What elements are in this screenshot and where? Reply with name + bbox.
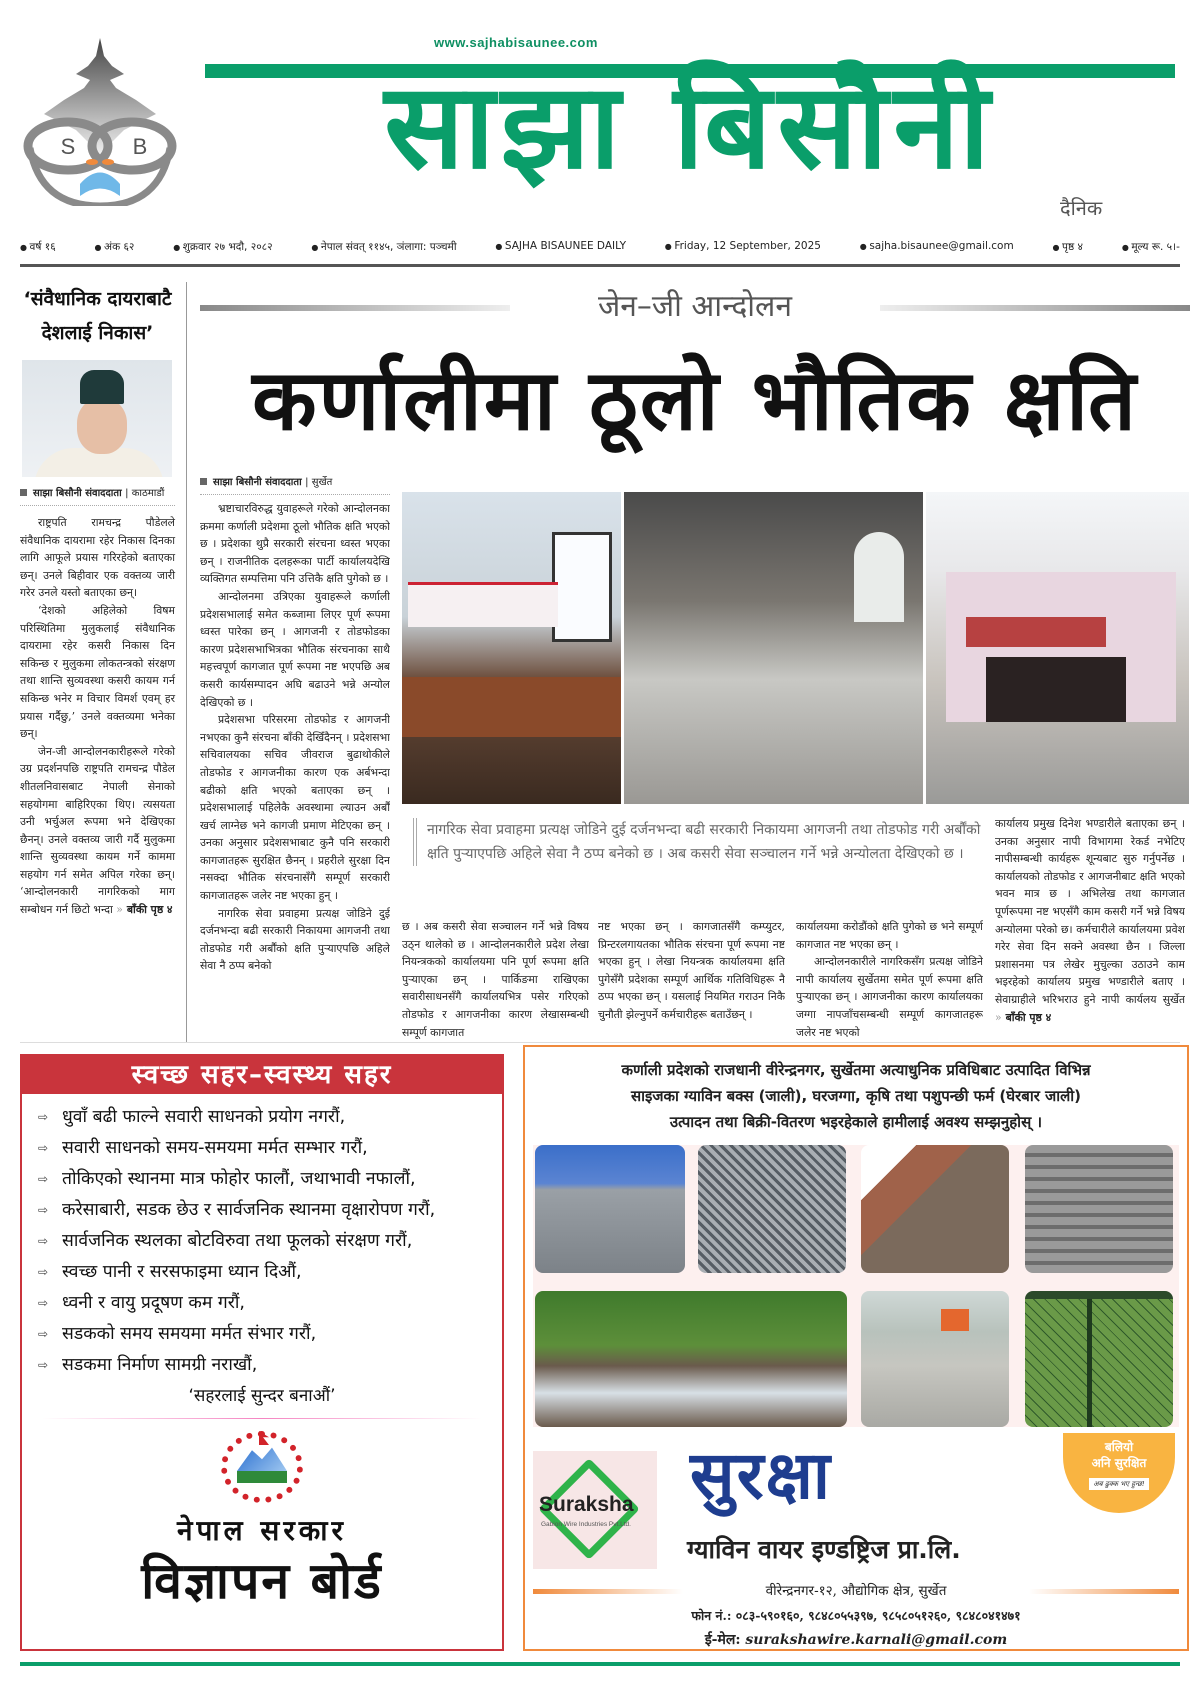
- info-paper-name: ● SAJHA BISAUNEE DAILY: [495, 240, 626, 262]
- email-address[interactable]: surakshawire.karnali@gmail.com: [745, 1632, 1008, 1648]
- pull-quote: नागरिक सेवा प्रवाहमा प्रत्यक्ष जोडिने दुई दर्जनभन्दा बढी सरकारी निकायमा आगजनी तथा तोडफोड गरी अर्बौंको क्षति पुऱ्याएपछि अहिले सेवा नै ठप्प बनेको छ । अब कसरी सेवा सञ्चालन गर्ने भन्ने अन्योलता देखिएको छ ।: [413, 818, 983, 866]
- byline-place: | काठमाडौं: [125, 488, 165, 499]
- ad-right-phone[interactable]: फोन नं.: ०८३-५९०१६०, ९८४८०५५३९७, ९८५८०५१२६०, ९८४८०४१४७१: [691, 1608, 1021, 1623]
- info-email[interactable]: ● sajha.bisaunee@gmail.com: [860, 240, 1014, 262]
- photo-gabion-riverbank: [861, 1291, 1009, 1427]
- left-story-byline: [20, 477, 175, 506]
- badge-line-1: बलियो: [1104, 1440, 1134, 1454]
- ad-right-address: वीरेन्द्रनगर-१२, औद्योगिक क्षेत्र, सुर्खेत: [525, 1581, 1187, 1599]
- suraksha-logo-subtitle: Gabion Wire Industries Pvt.Ltd.: [541, 1521, 631, 1528]
- gabion-photo-grid: [533, 1145, 1179, 1427]
- arrow-right-icon: ⇨: [38, 1265, 49, 1279]
- email-label: ई-मेल:: [704, 1632, 741, 1648]
- ad-left-title: स्वच्छ सहर–स्वस्थ्य सहर: [22, 1056, 502, 1094]
- daily-label: दैनिक: [1060, 196, 1103, 220]
- chevron-double-right-icon: »: [116, 903, 123, 917]
- ad-left-item: [38, 1288, 486, 1319]
- main-story-column-5: [995, 815, 1185, 1040]
- chevron-double-right-icon: »: [995, 1010, 1002, 1024]
- photo-burned-office: [402, 492, 621, 804]
- info-strip: [20, 240, 1180, 262]
- ad-left-item: [38, 1102, 486, 1133]
- ad-left-item: [38, 1195, 486, 1226]
- photo-burned-staircase: [624, 492, 923, 804]
- nepal-emblem-icon: [221, 1431, 303, 1503]
- main-story-paragraph: कार्यालयमा करोडौंको क्षति पुगेको छ भने सम्पूर्ण कागजात नष्ट भएका छन् ।: [796, 920, 983, 951]
- arrow-right-icon: ⇨: [38, 1234, 49, 1248]
- info-page: ● पृष्ठ ४: [1053, 240, 1083, 262]
- left-story-paragraph: राष्ट्रपति रामचन्द्र पौडेलले संवैधानिक दायरामा रहेर निकास दिनका लागि आफूले प्रयास गरिरहेको बताएका छन्। उनले बिहीवार एक वक्तव्य जारी गरेर उनले यस्तो बताएका छन्।: [20, 516, 175, 600]
- info-nepal-sambat: ● नेपाल संवत् ११४५, ञंलागा: पञ्चमी: [311, 240, 456, 262]
- photo-gabion-retaining-wall: [1025, 1145, 1173, 1273]
- photo-chain-link-fence: [1025, 1291, 1173, 1427]
- ad-left-government: नेपाल सरकार: [176, 1514, 348, 1547]
- left-story-body: [20, 506, 175, 919]
- suraksha-advertisement: [523, 1045, 1189, 1651]
- left-story-headline[interactable]: ‘संवैधानिक दायराबाटै देशलाई निकास’: [23, 288, 172, 344]
- continued-link[interactable]: [995, 1011, 1051, 1024]
- ad-left-item-text: तोकिएको स्थानमा मात्र फोहोर फालौं, जथाभावी नफालौं,: [62, 1169, 416, 1189]
- info-issue: ● अंक ६२: [95, 240, 135, 262]
- arrow-right-icon: ⇨: [38, 1358, 49, 1372]
- continued-label: बाँकी पृष्ठ ४: [1005, 1010, 1052, 1024]
- arrow-right-icon: ⇨: [38, 1110, 49, 1124]
- main-story-byline: [200, 466, 390, 495]
- ad-left-item-text: सवारी साधनको समय-समयमा मर्मत सम्भार गरौं,: [62, 1138, 368, 1158]
- photo-burned-building: [926, 492, 1189, 804]
- masthead-title: [205, 58, 1185, 194]
- ad-left-item-text: करेसाबारी, सडक छेउ र सार्वजनिक स्थानमा वृक्षारोपण गरौं,: [62, 1200, 436, 1220]
- photo-gabion-stone-wall: [861, 1145, 1009, 1273]
- main-story-paragraph: आन्दोलनमा उत्रिएका युवाहरूले कर्णाली प्रदेशसभालाई समेत कब्जामा लिएर पूर्ण रूपमा ध्वस्त पारेका छन् । आगजनी र तोडफोडका कारण प्रदेशसभाभित्रका भौतिक संरचनाका साथै महत्त्वपूर्ण कागजात पूर्ण रूपमा नष्ट भएपछि अब कसरी कार्यसम्पादन अघि बढाउने भन्ने अन्योल देखिएको छ ।: [200, 589, 390, 709]
- main-story-paragraph: नागरिक सेवा प्रवाहमा प्रत्यक्ष जोडिने दुई दर्जनभन्दा बढी सरकारी निकायमा आगजनी तथा तोडफोड गरी अर्बौंको क्षति पुऱ्याएपछि अहिले सेवा नै ठप्प बनेको: [200, 906, 390, 973]
- ad-left-slogan: ‘सहरलाई सुन्दर बनाऔं’: [188, 1386, 336, 1406]
- footer-divider: [20, 1662, 1180, 1666]
- arrow-right-icon: ⇨: [38, 1327, 49, 1341]
- photo-gabion-stack: [535, 1145, 685, 1273]
- ad-left-item-text: सडकको समय समयमा मर्मत संभार गरौं,: [62, 1324, 317, 1344]
- main-story-paragraph: कार्यालय प्रमुख दिनेश भण्डारीले बताएका छन् । उनका अनुसार नापी विभागमा रेकर्ड नभेटिए नापीसम्बन्धी कार्यहरू शून्यबाट सुरु गर्नुपर्नेछ । कार्यालयको तोडफोड र आगजनीबाट क्षति भएको भवन मात्र छ । अभिलेख तथा कागजात पूर्णरूपमा नष्ट भएसँगै काम कसरी गर्ने भन्ने विषय अन्योलमा परेको छ। कर्मचारीले कार्यालयमा प्रवेश गरेर सेवा दिन सक्ने अवस्था छैन । जिल्ला प्रशासनमा पत्र लेखेर मुचुल्का उठाउने काम भइरहेको कार्यालय प्रमुख भण्डारीले बताए । सेवाग्राहीले भरिभराउ हुने नापी कार्यलय सुर्खेत: [995, 817, 1185, 1006]
- left-story-paragraph: ‘देशको अहिलेको विषम परिस्थितिमा मुलुकलाई संवैधानिक दायरामा रहेर कसरी निकास दिन सकिन्छ र मुलुकमा लोकतन्त्रको संरक्षण तथा शान्ति सुव्यवस्था कसरी कायम गर्न सकिन्छ भनेर म विचार विमर्श एवम् हर प्रयास गर्दैछु,’ उनले वक्तव्यमा भनेका छन्।: [20, 603, 175, 741]
- clean-city-advertisement: [20, 1054, 504, 1651]
- arrow-right-icon: ⇨: [38, 1172, 49, 1186]
- main-story-paragraph: प्रदेशसभा परिसरमा तोडफोड र आगजनी नभएका कुनै संरचना बाँकी देखिँदैनन् । प्रदेशसभा सचिवालयका सचिव जीवराज बुढाथोकीले तोडफोड र आगजनीका कारण एक अर्बभन्दा बढीको क्षति भएको बताएका छन् । प्रदेशसभालाई पहिलेकै अवस्थामा ल्याउन अर्बौं खर्च लाग्नेछ भने कागजी प्रमाण मेटिएका छन् । उनका अनुसार प्रदेशसभाबाट कुनै पनि सरकारी कागजातहरू सुरक्षित छैनन् । प्रहरीले सुरक्षा दिन नसक्दा भौतिक संरचनासँगै सम्पूर्ण सरकारी कागजातहरू जलेर नष्ट भएका हुन् ।: [200, 713, 390, 903]
- ad-left-item: [38, 1133, 486, 1164]
- column-divider: [186, 282, 187, 1042]
- ad-right-email: [525, 1630, 1187, 1649]
- ad-left-board: विज्ञापन बोर्ड: [141, 1552, 383, 1610]
- ad-left-item: [38, 1319, 486, 1350]
- byline-square-icon: [200, 478, 207, 485]
- main-story-column-4: [796, 918, 983, 1040]
- info-price: ● मूल्य रू. ५।-: [1122, 240, 1180, 262]
- ad-right-brand: [525, 1439, 1187, 1575]
- byline-source: साझा बिसौनी संवाददाता: [213, 477, 302, 488]
- main-story-paragraph: आन्दोलनकारीले नागरिकसँग प्रत्यक्ष जोडिने नापी कार्यालय सुर्खेतमा समेत पूर्ण रूपमा क्षति पुऱ्याएका छन् । आगजनीका कारण कार्यालयका जग्गा नापजाँचसम्बन्धी सम्पूर्ण कागजातहरू जलेर नष्ट भएको: [796, 955, 983, 1039]
- continued-link[interactable]: [116, 903, 172, 916]
- strength-badge: [1063, 1433, 1175, 1513]
- info-date-nepali: ● शुक्रवार २७ भदौ, २०८२: [173, 240, 272, 262]
- section-divider: [20, 1042, 1180, 1043]
- ad-left-item: [38, 1164, 486, 1195]
- ad-left-item-text: स्वच्छ पानी र सरसफाइमा ध्यान दिऔं,: [62, 1262, 302, 1282]
- ad-left-item: [38, 1226, 486, 1257]
- ad-left-divider: [42, 1418, 482, 1419]
- left-story-paragraph: जेन-जी आन्दोलनकारीहरूले गरेको उग्र प्रदर्शनपछि राष्ट्रपति रामचन्द्र पौडेल शीतलनिवासबाट नेपाली सेनाको सहयोगमा बाहिरिएका थिए। त्यसयता उनी भर्चुअल रूपमा भने देखिएका छैनन्। उनले वक्तव्य जारी गर्दै मुलुकमा शान्ति सुव्यवस्था कायम गर्ने काममा सहयोग गर्न समेत अपिल गरेका छन्। ‘आन्दोलनकारी नागरिकको माग सम्बोधन गर्न छिटो भन्दा: [20, 744, 175, 917]
- ad-left-item-text: धुवाँ बढी फाल्ने सवारी साधनको प्रयोग नगरौं,: [62, 1107, 346, 1127]
- ad-left-item-text: ध्वनी र वायु प्रदूषण कम गरौं,: [62, 1293, 245, 1313]
- suraksha-logo-word: Suraksha: [539, 1493, 634, 1516]
- main-headline[interactable]: कर्णालीमा ठूलो भौतिक क्षति: [252, 351, 1138, 449]
- continued-label: बाँकी पृष्ठ ४: [126, 903, 173, 917]
- byline-source: साझा बिसौनी संवाददाता: [33, 488, 122, 499]
- kicker-text: जेन–जी आन्दोलन: [597, 289, 793, 324]
- header-divider: [20, 264, 1180, 267]
- arrow-right-icon: ⇨: [38, 1203, 49, 1217]
- ad-left-item-text: सडकमा निर्माण सामग्री नराखौं,: [62, 1355, 258, 1375]
- masthead-title-text: साझा बिसौनी: [384, 57, 996, 195]
- byline-place: | सुर्खेत: [305, 477, 333, 488]
- arrow-right-icon: ⇨: [38, 1141, 49, 1155]
- main-story-column-3: नष्ट भएका छन् । कागजातसँगै कम्प्युटर, प्रिन्टरलगायतका भौतिक संरचना पूर्ण रूपमा नष्ट भएका हुन् । लेखा नियन्त्रक कार्यालयमा क्षति पुगेसँगै प्रदेशका सम्पूर्ण आर्थिक गतिविधिहरू नै ठप्प भएका छन् । यसलाई नियमित गराउन निकै चुनौती झेल्नुपर्ने कर्मचारीहरू बताउँछन् ।: [598, 920, 785, 1021]
- logo-letter-s: S: [60, 134, 76, 159]
- damage-photo-strip: [402, 492, 1189, 804]
- main-story-column-2: छ । अब कसरी सेवा सञ्चालन गर्ने भन्ने विषय उठ्न थालेको छ । आन्दोलनकारीले प्रदेश लेखा नियन्त्रकको कार्यालयमा पनि पूर्ण रूपमा क्षति पुऱ्याएका छन् । पार्किङमा राखिएका सवारीसाधनसँगै कार्यालयभित्र पसेर गरिएको तोडफोड र आगजनीका कारण लेखासम्बन्धी सम्पूर्ण कागजात: [402, 920, 589, 1039]
- brand-name: सुरक्षा: [690, 1437, 833, 1514]
- info-date-english: ● Friday, 12 September, 2025: [665, 240, 821, 262]
- byline-square-icon: [20, 489, 27, 496]
- ad-right-intro: [525, 1047, 1187, 1135]
- info-volume: ● वर्ष १६: [20, 240, 56, 262]
- badge-line-3: अब ढुक्क भए हुन्छ!: [1089, 1478, 1148, 1490]
- ad-right-intro-line: कर्णाली प्रदेशको राजधानी वीरेन्द्रनगर, सुर्खेतमा अत्याधुनिक प्रविधिबाट उत्पादित विभिन्न: [621, 1061, 1091, 1079]
- company-name: ग्याविन वायर इण्डष्ट्रिज प्रा.लि.: [687, 1535, 961, 1564]
- main-story-column-1: [200, 500, 390, 1040]
- president-photo: [22, 360, 172, 477]
- photo-gabion-mesh: [698, 1145, 846, 1273]
- left-story: [20, 282, 175, 919]
- site-url[interactable]: www.sajhabisaunee.com: [434, 35, 598, 50]
- ad-left-item-text: सार्वजनिक स्थलका बोटविरुवा तथा फूलको संरक्षण गरौं,: [62, 1231, 413, 1251]
- main-story-paragraph: भ्रष्टाचारविरुद्ध युवाहरूले गरेको आन्दोलनका क्रममा कर्णाली प्रदेशमा ठूलो भौतिक क्षति भएको छ । प्रदेशका थुप्रै सरकारी संरचना ध्वस्त भएका छन् । राजनीतिक दलहरूका पार्टी कार्यालयदेखि व्यक्तिगत सम्पत्तिमा पनि उत्तिकै क्षति पुगेको छ ।: [200, 502, 390, 586]
- ad-right-intro-line: उत्पादन तथा बिक्री-वितरण भइरहेकाले हामीलाई अवश्य सम्झनुहोस् ।: [669, 1113, 1043, 1131]
- arrow-right-icon: ⇨: [38, 1296, 49, 1310]
- suraksha-logo: [533, 1451, 657, 1569]
- logo-letter-b: B: [132, 134, 148, 159]
- kicker-banner: [200, 287, 1190, 327]
- newspaper-logo: [20, 36, 180, 206]
- ad-left-item: [38, 1350, 486, 1381]
- ad-right-intro-line: साइजका ग्याविन बक्स (जाली), घरजग्गा, कृषि तथा पशुपन्छी फर्म (घेरबार जाली): [630, 1087, 1082, 1105]
- ad-left-item: [38, 1257, 486, 1288]
- badge-line-2: अनि सुरक्षित: [1091, 1456, 1147, 1470]
- ad-left-list: [22, 1094, 502, 1381]
- photo-gabion-waterfall: [535, 1291, 847, 1427]
